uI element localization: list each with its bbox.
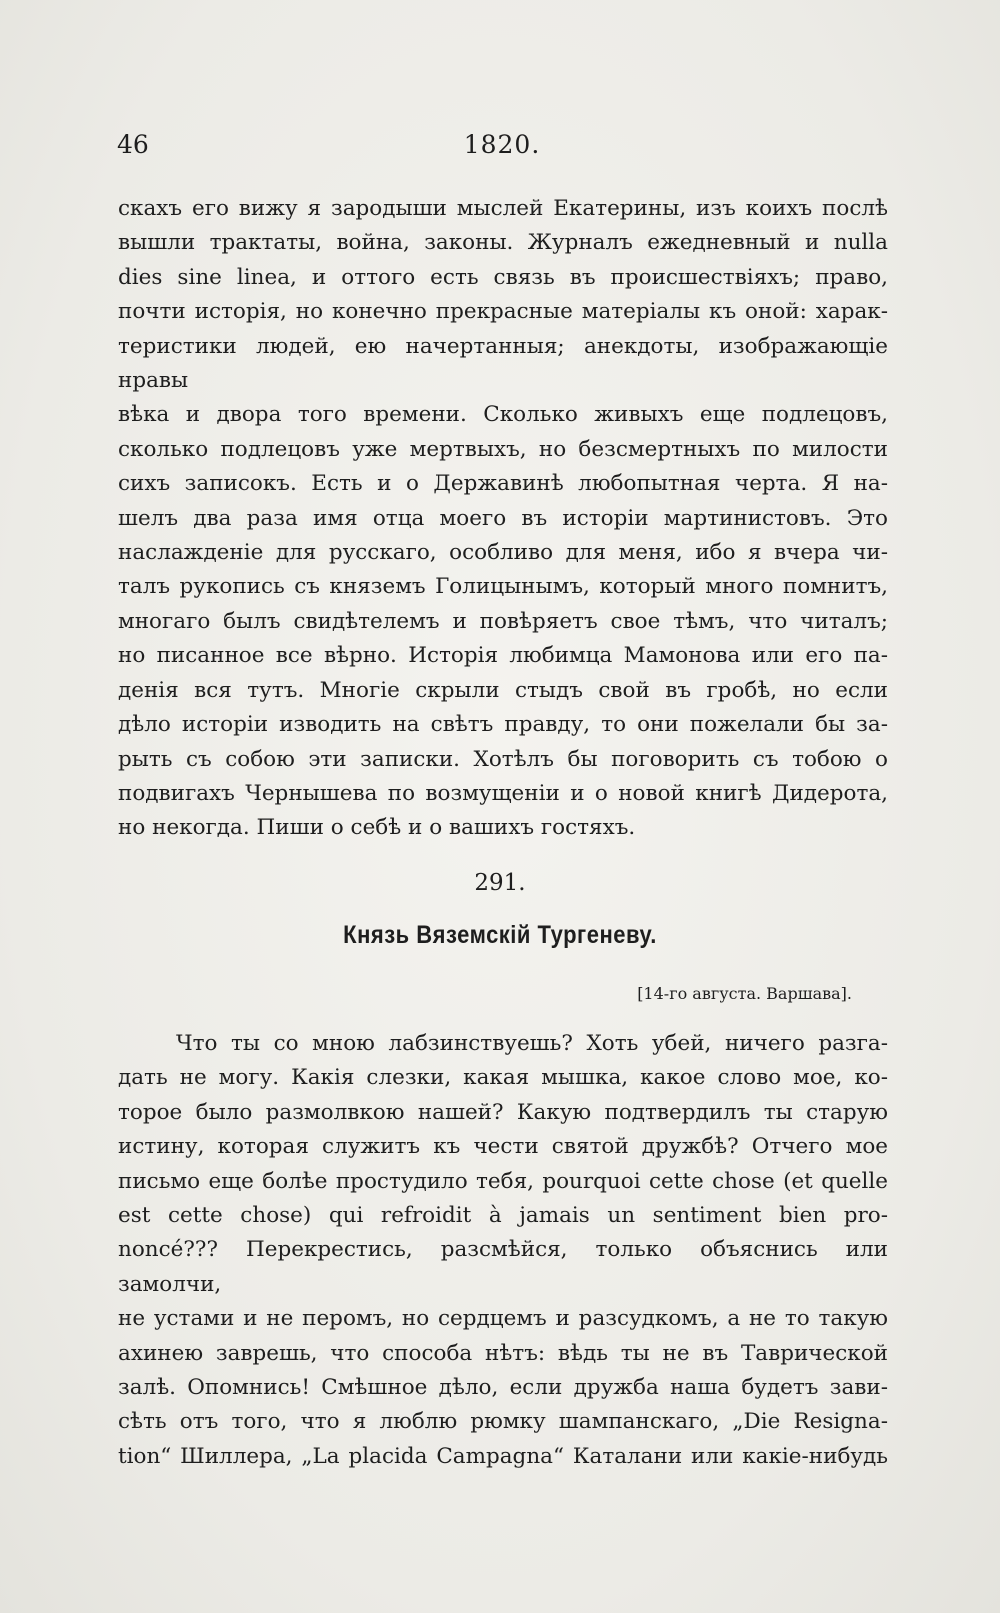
text-line: торое было размолвкою нашей? Какую подтвердилъ ты старую (118, 1099, 888, 1125)
text-line: ахинею заврешь, что способа нѣтъ: вѣдь ты не въ Таврической (118, 1340, 888, 1366)
text-line: дѣло исторіи изводить на свѣтъ правду, то они пожелали бы за- (118, 712, 888, 738)
text-line: наслажденіе для русскаго, особливо для меня, ибо я вчера чи- (118, 540, 888, 566)
text-line: tion“ Шиллера, „La placida Campagna“ Каталани или какіе-нибудь (118, 1443, 888, 1469)
text-line: истину, которая служитъ къ чести святой дружбѣ? Отчего мое (118, 1134, 888, 1160)
text-line: сѣть отъ того, что я люблю рюмку шампанскаго, „Die Resigna- (118, 1409, 888, 1435)
text-line: сихъ записокъ. Есть и о Державинѣ любопытная черта. Я на- (118, 471, 888, 497)
text-line: но писанное все вѣрно. Исторія любимца Мамонова или его па- (118, 643, 888, 669)
text-line: dies sine linea, и оттого есть связь въ происшествіяхъ; право, (118, 264, 888, 290)
text-line: вѣка и двора того времени. Сколько живыхъ еще подлецовъ, (118, 402, 888, 428)
letter-title: Князь Вяземскій Тургеневу. (343, 920, 657, 949)
text-line: рыть съ собою эти записки. Хотѣлъ бы поговорить съ тобою о (118, 746, 888, 772)
page-header (117, 130, 887, 170)
text-line: письмо еще болѣе простудило тебя, pourquoi cette chose (et quelle (118, 1168, 888, 1194)
letter-number: 291. (474, 870, 526, 896)
text-line: почти исторія, но конечно прекрасные матеріалы къ оной: харак- (118, 299, 888, 325)
letter-date: [14-го августа. Варшава]. (637, 984, 852, 1003)
text-line: теристики людей, ею начертанныя; анекдоты, изображающіе нравы (118, 333, 888, 394)
running-head-year: 1820. (463, 130, 541, 159)
text-line: многаго былъ свидѣтелемъ и повѣряетъ свое тѣмъ, что читалъ; (118, 608, 888, 634)
text-line: не устами и не перомъ, но сердцемъ и разсудкомъ, а не то такую (118, 1306, 888, 1332)
text-line: но некогда. Пиши о себѣ и о вашихъ гостяхъ. (118, 815, 636, 841)
text-line: скахъ его вижу я зародыши мыслей Екатерины, изъ коихъ послѣ (118, 196, 888, 221)
text-line: Что ты со мною лабзинствуешь? Хоть убей, ничего разга- (176, 1031, 888, 1056)
text-line: noncé??? Перекрестись, разсмѣйся, только объяснись или замолчи, (118, 1237, 888, 1297)
text-line: денія вся тутъ. Многіе скрыли стыдъ свой въ гробѣ, но если (118, 677, 888, 703)
text-line: вышли трактаты, война, законы. Журналъ ежедневный и nulla (118, 230, 888, 256)
letter-body-text (118, 1027, 888, 1474)
text-line: сколько подлецовъ уже мертвыхъ, но безсмертныхъ по милости (118, 436, 888, 462)
continued-letter-text (118, 192, 888, 846)
text-line: залѣ. Опомнись! Смѣшное дѣло, если дружба наша будетъ зави- (118, 1375, 888, 1401)
text-line: дать не могу. Какія слезки, какая мышка, какое слово мое, ко- (118, 1065, 888, 1091)
page-number: 46 (117, 130, 149, 159)
text-line: талъ рукопись съ княземъ Голицынымъ, который много помнитъ, (118, 574, 888, 600)
text-line: шелъ два раза имя отца моего въ исторіи мартинистовъ. Это (118, 505, 888, 531)
text-line: подвигахъ Чернышева по возмущеніи и о новой книгѣ Дидерота, (118, 780, 888, 806)
text-line: est cette chose) qui refroidit à jamais un sentiment bien pro- (118, 1203, 888, 1229)
